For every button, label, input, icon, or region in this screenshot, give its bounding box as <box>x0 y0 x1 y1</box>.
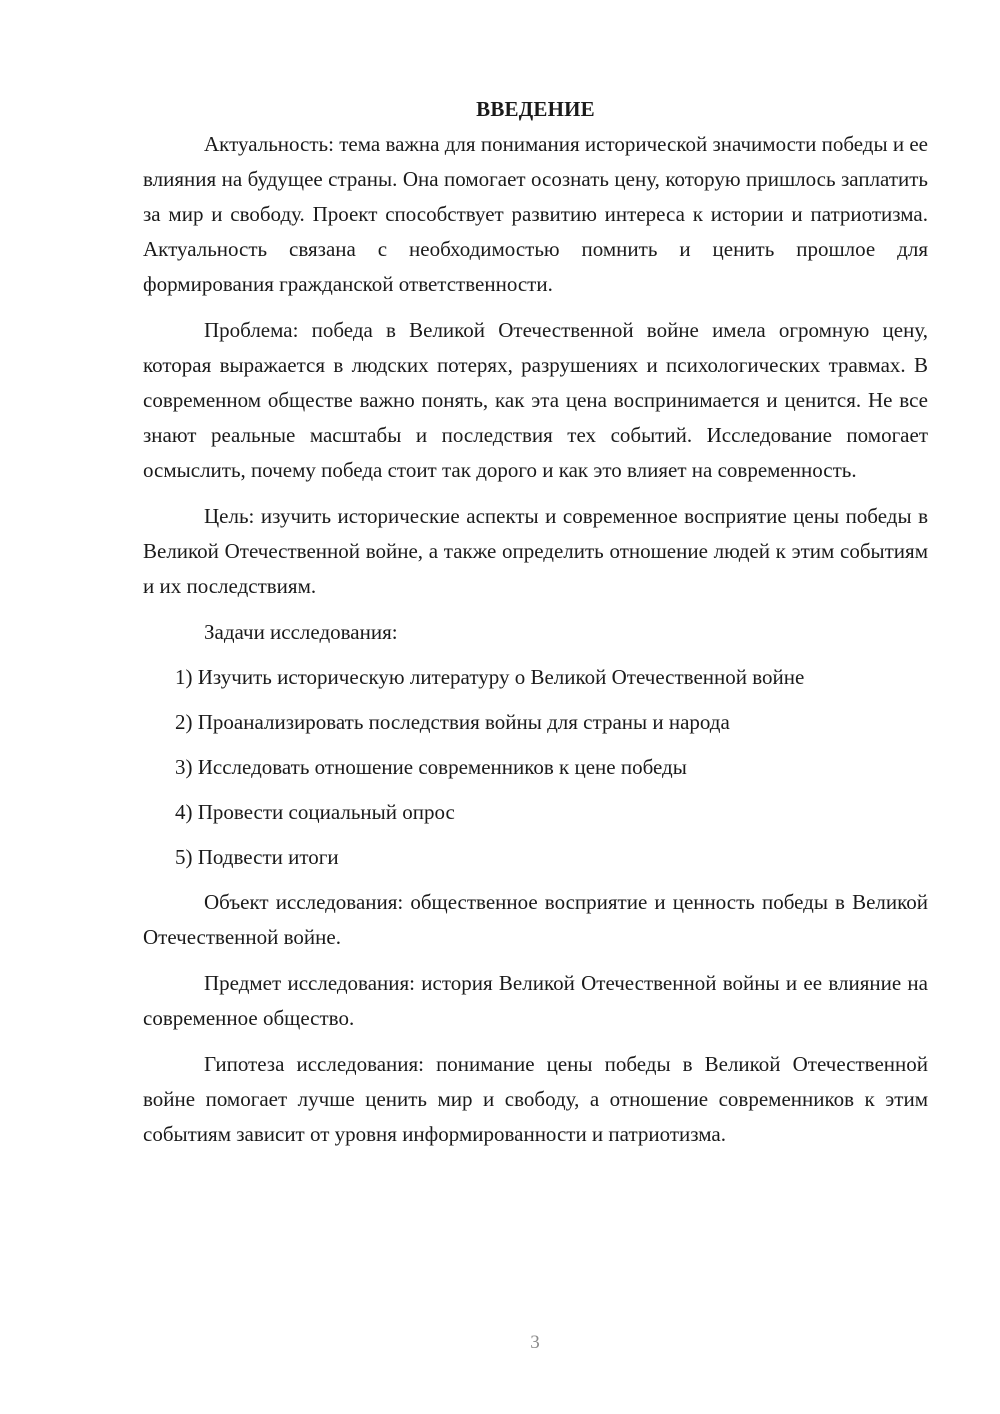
list-item <box>143 750 928 785</box>
page-number: 3 <box>530 1332 540 1353</box>
list-item <box>143 795 928 830</box>
section-title: ВВЕДЕНИЕ <box>476 97 595 121</box>
tasks-heading: Задачи исследования: <box>204 620 398 644</box>
list-item-text: Проанализировать последствия войны для страны и народа <box>197 710 730 734</box>
list-item-text: Исследовать отношение современников к цене победы <box>197 755 687 779</box>
list-item <box>143 840 928 875</box>
list-item-text: Подвести итоги <box>197 845 339 869</box>
list-item-text: Провести социальный опрос <box>197 800 455 824</box>
list-item-text: Изучить историческую литературу о Великой Отечественной войне <box>197 665 805 689</box>
object-paragraph: Объект исследования: общественное восприятие и ценность победы в Великой Отечественной войне. <box>143 890 928 949</box>
list-item-number: 2) <box>175 710 193 734</box>
problem-paragraph: Проблема: победа в Великой Отечественной войне имела огромную цену, которая выражается в людских потерях, разрушениях и психологических травмах. В современном обществе важно понять, как эта цена воспринимается и ценится. Не все знают реальные масштабы и последствия тех событий. Исследование помогает осмыслить, почему победа стоит так дорого и как это влияет на современность. <box>143 318 928 482</box>
document-page <box>143 92 928 1163</box>
relevance-paragraph: Актуальность: тема важна для понимания исторической значимости победы и ее влияния на будущее страны. Она помогает осознать цену, которую пришлось заплатить за мир и свободу. Проект способствует развитию интереса к истории и патриотизма. Актуальность связана с необходимостью помнить и ценить прошлое для формирования гражданской ответственности. <box>143 132 928 296</box>
list-item <box>143 705 928 740</box>
list-item-number: 4) <box>175 800 193 824</box>
subject-paragraph: Предмет исследования: история Великой Отечественной войны и ее влияние на современное общество. <box>143 971 928 1030</box>
hypothesis-paragraph: Гипотеза исследования: понимание цены победы в Великой Отечественной войне помогает лучше ценить мир и свободу, а отношение современников к этим событиям зависит от уровня информированности и патриотизма. <box>143 1052 928 1146</box>
tasks-list <box>143 660 928 875</box>
list-item-number: 1) <box>175 665 193 689</box>
list-item-number: 3) <box>175 755 193 779</box>
list-item-number: 5) <box>175 845 193 869</box>
list-item <box>143 660 928 695</box>
goal-paragraph: Цель: изучить исторические аспекты и современное восприятие цены победы в Великой Отечественной войне, а также определить отношение людей к этим событиям и их последствиям. <box>143 504 928 598</box>
